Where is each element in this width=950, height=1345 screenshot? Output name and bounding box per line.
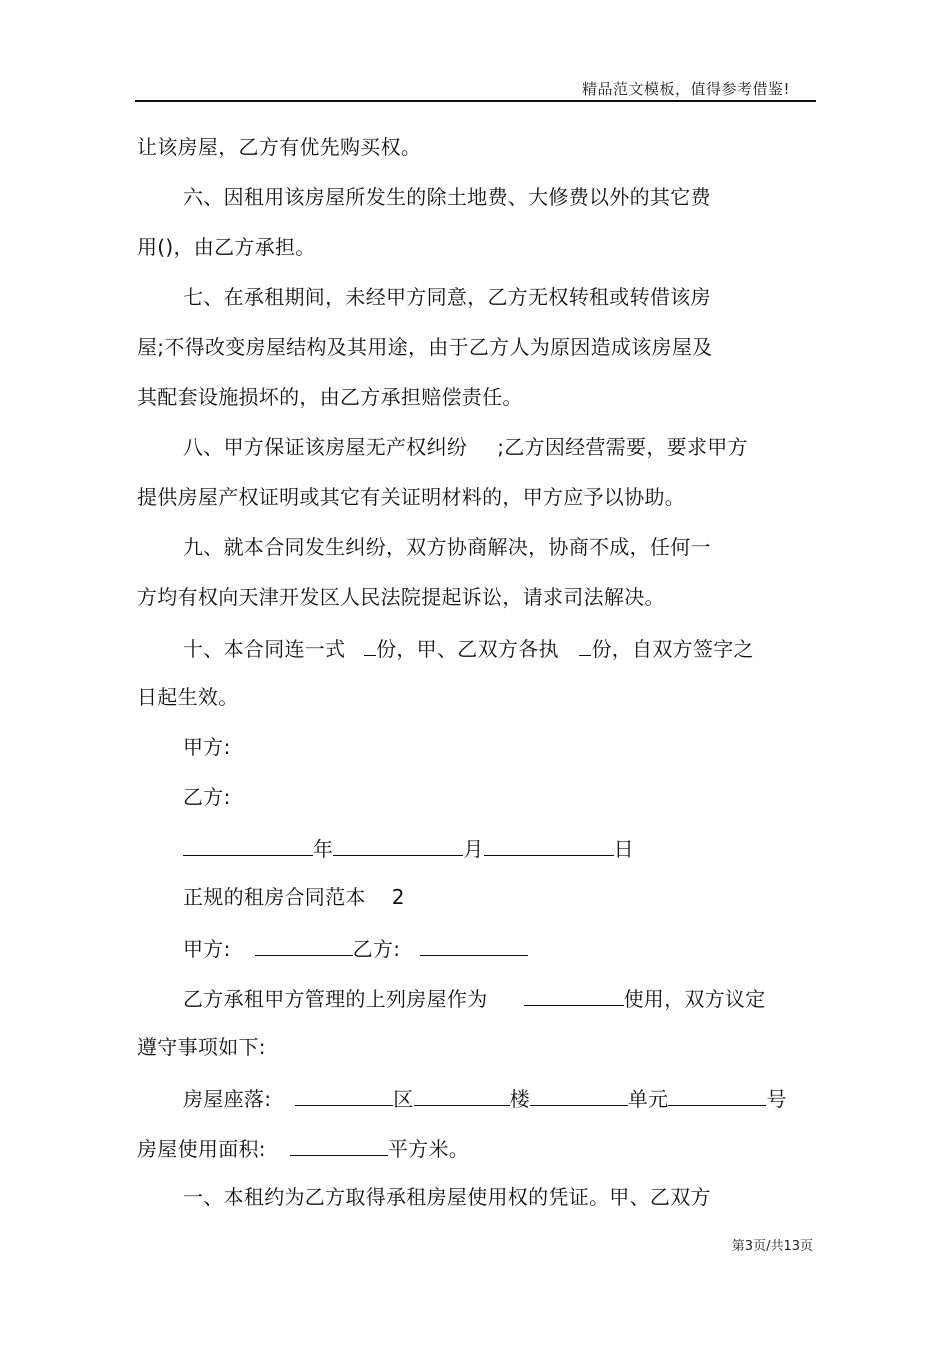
header-divider — [135, 100, 816, 102]
party-b-label: 乙方: — [352, 937, 401, 961]
district-blank — [295, 1085, 393, 1106]
usage-blank — [524, 985, 624, 1006]
month-blank — [333, 835, 463, 856]
clause-8-part-2: ;乙方因经营需要，要求甲方 — [497, 435, 748, 459]
year-blank — [183, 835, 313, 856]
area-label: 房屋使用面积: — [137, 1137, 266, 1161]
clause-10-part-3: 份，自双方签字之 — [591, 637, 754, 661]
party-b-label: 乙方: — [183, 785, 231, 809]
paragraph-line: 九、就本合同发生纠纷，双方协商解决，协商不成，任何一 — [183, 535, 711, 559]
district-label: 区 — [393, 1087, 414, 1111]
section-title-text: 正规的租房合同范本 — [183, 885, 366, 909]
paragraph-line: 用()，由乙方承担。 — [137, 235, 316, 259]
paragraph-line: 让该房屋，乙方有优先购买权。 — [137, 135, 422, 159]
paragraph-line: 提供房屋产权证明或其它有关证明材料的，甲方应予以协助。 — [137, 485, 686, 509]
paragraph-line: 遵守事项如下: — [137, 1035, 266, 1059]
area-line — [137, 1135, 469, 1161]
paragraph-line: 日起生效。 — [137, 685, 239, 709]
clause-10-part-1: 十、本合同连一式 — [183, 637, 346, 661]
building-blank — [414, 1085, 510, 1106]
paragraph-line: 六、因租用该房屋所发生的除土地费、大修费以外的其它费 — [183, 185, 711, 209]
party-a-label: 甲方: — [183, 937, 231, 961]
paragraph-line — [183, 635, 754, 661]
number-label: 号 — [766, 1087, 787, 1111]
year-label: 年 — [313, 837, 334, 861]
usage-text-2: 使用，双方议定 — [623, 987, 766, 1011]
area-blank — [290, 1135, 388, 1156]
party-b-blank — [420, 935, 528, 956]
section-number: 2 — [391, 885, 405, 909]
party-a-blank — [255, 935, 353, 956]
location-line — [183, 1085, 787, 1111]
clause-8-part-1: 八、甲方保证该房屋无产权纠纷 — [183, 435, 468, 459]
party-a-label: 甲方: — [183, 735, 231, 759]
unit-blank — [530, 1085, 628, 1106]
copies-blank — [364, 635, 376, 656]
unit-label: 单元 — [627, 1087, 669, 1111]
usage-text-1: 乙方承租甲方管理的上列房屋作为 — [183, 987, 488, 1011]
parties-line — [183, 935, 528, 961]
building-label: 楼 — [509, 1087, 530, 1111]
paragraph-line: 其配套设施损坏的，由乙方承担赔偿责任。 — [137, 385, 523, 409]
section-title — [183, 885, 405, 909]
date-line — [183, 835, 634, 861]
paragraph-line: 七、在承租期间，未经甲方同意，乙方无权转租或转借该房 — [183, 285, 711, 309]
day-blank — [484, 835, 614, 856]
paragraph-line: 方均有权向天津开发区人民法院提起诉讼，请求司法解决。 — [137, 585, 665, 609]
paragraph-line — [183, 435, 748, 459]
paragraph-line: 一、本租约为乙方取得承租房屋使用权的凭证。甲、乙双方 — [183, 1185, 711, 1209]
day-label: 日 — [613, 837, 634, 861]
month-label: 月 — [463, 837, 484, 861]
number-blank — [668, 1085, 766, 1106]
paragraph-line: 屋;不得改变房屋结构及其用途，由于乙方人为原因造成该房屋及 — [137, 335, 713, 359]
location-label: 房屋座落: — [183, 1087, 272, 1111]
area-unit: 平方米。 — [387, 1137, 470, 1161]
paragraph-line — [183, 985, 766, 1011]
page-header-text: 精品范文模板，值得参考借鉴! — [581, 80, 790, 98]
page-number: 第3页/共13页 — [731, 1239, 813, 1254]
clause-10-part-2: 份，甲、乙双方各执 — [376, 637, 559, 661]
copies-each-blank — [579, 635, 591, 656]
